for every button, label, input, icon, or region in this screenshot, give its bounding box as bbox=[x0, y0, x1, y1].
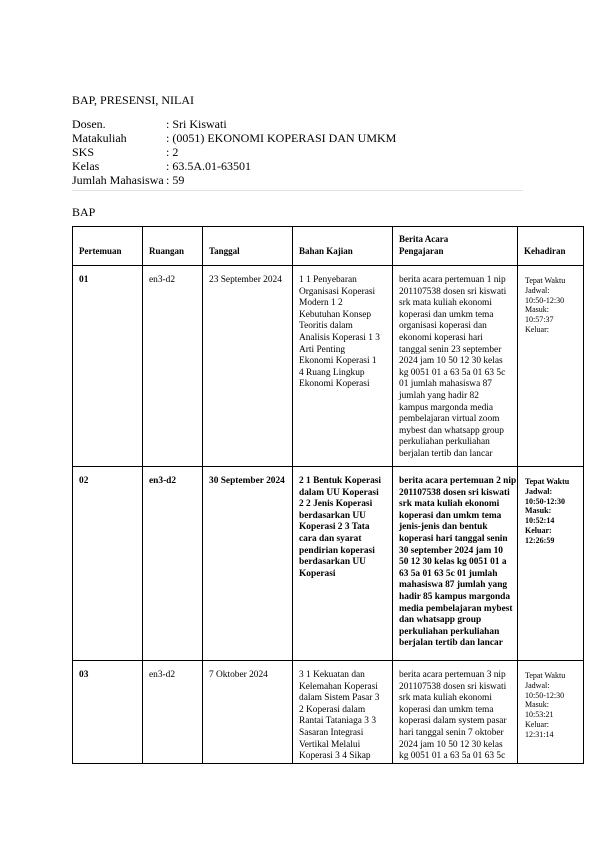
cell-pertemuan: 02 bbox=[73, 467, 143, 661]
info-row-jumlah-mahasiswa bbox=[72, 173, 523, 187]
info-value-jumlah-mahasiswa: : 59 bbox=[166, 173, 185, 187]
course-info bbox=[72, 117, 523, 187]
table-row bbox=[73, 661, 584, 764]
table-row bbox=[73, 266, 584, 467]
cell-bahan-kajian: 1 1 Penyebaran Organisasi Koperasi Modern 1 2 Kebutuhan Konsep Teoritis dalam Analisis Koperasi 1 3 Arti Penting Ekonomi Koperasi 1 4 Ruang Lingkup Ekonomi Koperasi bbox=[293, 266, 393, 467]
table-header-row bbox=[73, 227, 584, 266]
bap-table bbox=[72, 226, 584, 764]
cell-kehadiran: Tepat Waktu Jadwal: 10:50-12:30 Masuk: 10:52:14 Keluar: 12:26:59 bbox=[518, 467, 584, 661]
cell-ruangan: en3-d2 bbox=[143, 467, 203, 661]
header-ruangan: Ruangan bbox=[143, 227, 203, 266]
header-tanggal: Tanggal bbox=[203, 227, 293, 266]
info-value-kelas: : 63.5A.01-63501 bbox=[166, 159, 251, 173]
section-title-bap: BAP bbox=[72, 205, 96, 219]
cell-tanggal: 30 September 2024 bbox=[203, 467, 293, 661]
cell-berita-acara: berita acara pertemuan 2 nip 201107538 dosen sri kiswati srk mata kuliah ekonomi koperasi dan umkm tema jenis-jenis dan bentuk koperasi hari tanggal senin 30 september 2024 jam 10 50 12 30 kelas kg 0051 01 a 63 5a 01 63 5c 01 jumlah mahasiswa 87 jumlah yang hadir 85 kampus margonda media pembelajaran mybest dan whatsapp group perkuliahan perkuliahan berjalan tertib dan lancar bbox=[393, 467, 518, 661]
info-divider bbox=[72, 190, 523, 191]
cell-kehadiran: Tepat Waktu Jadwal: 10:50-12:30 Masuk: 10:57:37 Keluar: bbox=[518, 266, 584, 467]
cell-tanggal: 7 Oktober 2024 bbox=[203, 661, 293, 764]
info-value-matakuliah: : (0051) EKONOMI KOPERASI DAN UMKM bbox=[166, 131, 397, 145]
cell-ruangan: en3-d2 bbox=[143, 266, 203, 467]
info-row-dosen bbox=[72, 117, 523, 131]
cell-pertemuan: 03 bbox=[73, 661, 143, 764]
info-label-dosen: Dosen. bbox=[72, 117, 106, 131]
info-row-matakuliah bbox=[72, 131, 523, 145]
info-row-sks bbox=[72, 145, 523, 159]
info-label-sks: SKS bbox=[72, 145, 95, 159]
cell-bahan-kajian: 2 1 Bentuk Koperasi dalam UU Koperasi 2 2 Jenis Koperasi berdasarkan UU Koperasi 2 3 Tata cara dan syarat pendirian koperasi berdasarkan UU Koperasi bbox=[293, 467, 393, 661]
info-label-matakuliah: Matakuliah bbox=[72, 131, 127, 145]
cell-berita-acara: berita acara pertemuan 3 nip 201107538 dosen sri kiswati srk mata kuliah ekonomi koperasi dan umkm tema koperasi dalam system pasar hari tanggal senin 7 oktober 2024 jam 10 50 12 30 kelas kg 0051 01 a 63 5a 01 63 5c bbox=[393, 661, 518, 764]
info-row-kelas bbox=[72, 159, 523, 173]
info-value-dosen: : Sri Kiswati bbox=[166, 117, 227, 131]
header-berita-acara: Berita Acara Pengajaran bbox=[393, 227, 518, 266]
cell-tanggal: 23 September 2024 bbox=[203, 266, 293, 467]
header-kehadiran: Kehadiran bbox=[518, 227, 584, 266]
info-label-jumlah-mahasiswa: Jumlah Mahasiswa bbox=[72, 173, 164, 187]
cell-kehadiran: Tepat Waktu Jadwal: 10:50-12:30 Masuk: 10:53:21 Keluar: 12:31:14 bbox=[518, 661, 584, 764]
info-value-sks: : 2 bbox=[166, 145, 179, 159]
cell-berita-acara: berita acara pertemuan 1 nip 201107538 dosen sri kiswati srk mata kuliah ekonomi koperasi dan umkm tema organisasi koperasi dan ekonomi koperasi hari tanggal senin 23 september 2024 jam 10 50 12 30 kelas kg 0051 01 a 63 5a 01 63 5c 01 jumlah mahasiswa 87 jumlah yang hadir 82 kampus margonda media pembelajaran virtual zoom mybest dan whatsapp group perkuliahan perkuliahan berjalan tertib dan lancar bbox=[393, 266, 518, 467]
info-label-kelas: Kelas bbox=[72, 159, 100, 173]
document-title: BAP, PRESENSI, NILAI bbox=[72, 93, 195, 107]
table-row bbox=[73, 467, 584, 661]
cell-ruangan: en3-d2 bbox=[143, 661, 203, 764]
cell-pertemuan: 01 bbox=[73, 266, 143, 467]
header-pertemuan: Pertemuan bbox=[73, 227, 143, 266]
header-bahan-kajian: Bahan Kajian bbox=[293, 227, 393, 266]
cell-bahan-kajian: 3 1 Kekuatan dan Kelemahan Koperasi dalam Sistem Pasar 3 2 Koperasi dalam Rantai Tataniaga 3 3 Sasaran Integrasi Vertikal Melalui Koperasi 3 4 Sikap bbox=[293, 661, 393, 764]
